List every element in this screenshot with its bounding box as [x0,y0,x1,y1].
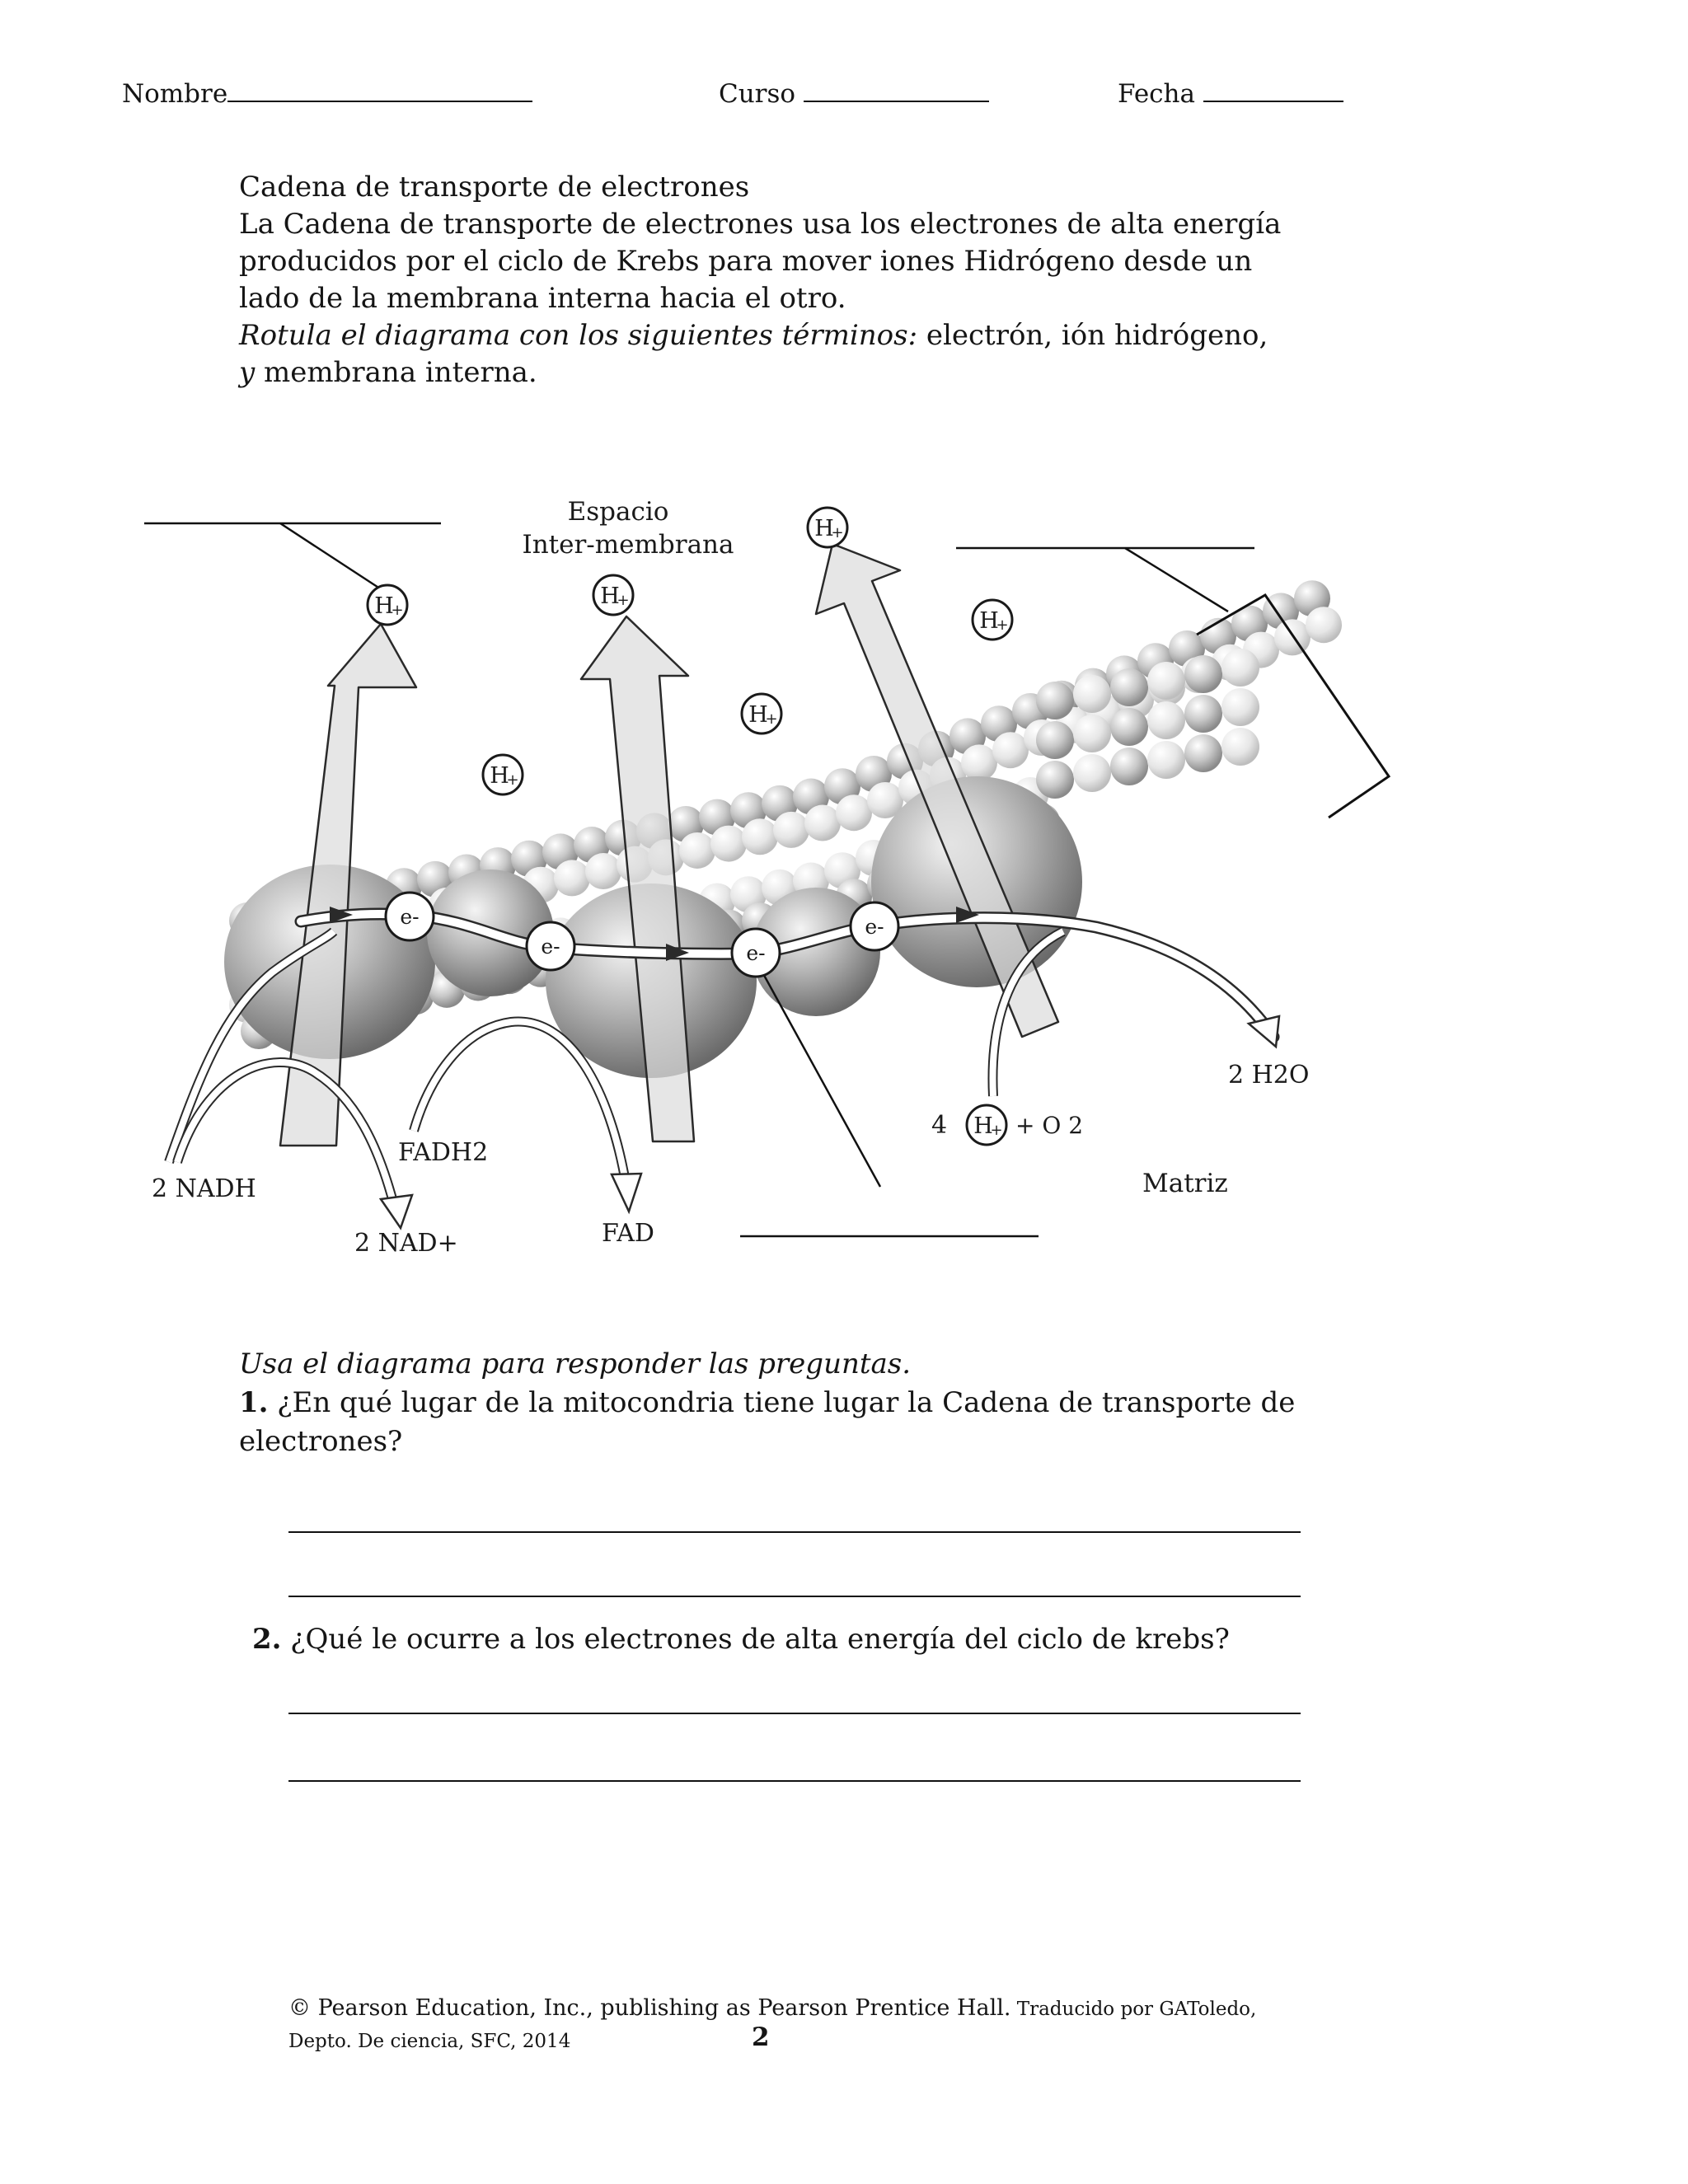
hydrogen-ion-left-low [483,755,523,794]
svg-text:+: + [996,616,1009,634]
date-label: Fecha [1118,79,1195,109]
hydrogen-ion-right [973,600,1012,640]
question-1-number: 1. [239,1386,269,1419]
lipid-head [1274,619,1311,655]
leader-line-top-left [280,523,387,593]
svg-text:+: + [990,1122,1003,1139]
lipid-head [1036,682,1074,719]
svg-text:+: + [391,602,404,619]
nadh-label: 2 NADH [152,1174,256,1203]
lipid-head [1147,741,1185,779]
course-blank[interactable] [804,76,989,102]
svg-text:e-: e- [746,941,766,965]
lipid-head [1221,728,1259,766]
fad-label: FAD [602,1219,654,1248]
question-1-text: ¿En qué lugar de la mitocondria tiene lugar la Cadena de transporte de [268,1386,1296,1419]
translator-text: Traducido por GAToledo, [1010,1999,1257,2020]
question-1-line-1 [239,1384,1311,1422]
hydrogen-ion-top-left [368,585,407,625]
questions-lead-text: Usa el diagrama para responder las preguntas. [239,1347,912,1380]
svg-text:H: H [748,702,768,728]
lipid-head [679,832,715,869]
lipid-head [1147,701,1185,739]
lipid-head [1073,754,1111,792]
question-2-number: 2. [252,1623,282,1656]
lipid-head [1306,607,1342,643]
electron-3 [732,929,780,977]
instruction-line-1 [239,317,1281,354]
svg-text:+: + [831,524,844,541]
copyright-text: © Pearson Education, Inc., publishing as Pearson Prentice Hall. [288,1995,1011,2021]
svg-text:e-: e- [541,935,560,958]
lipid-head [1036,721,1074,759]
svg-text:e-: e- [400,905,420,929]
instruction-italic: Rotula el diagrama con los siguientes términos: [239,319,918,352]
questions-section [239,1345,1311,1461]
name-field[interactable] [122,76,532,109]
intermembrane-label-2: Inter-membrana [522,530,734,560]
lipid-head [804,805,841,841]
svg-text:H: H [973,1113,993,1139]
lipid-head [992,732,1029,768]
question-2 [252,1620,1230,1659]
lipid-head [1221,649,1259,687]
instruction-end: membrana interna. [255,356,537,389]
reaction-coefficient: 4 [931,1111,948,1140]
lipid-head [710,826,747,862]
footer [288,1993,1256,2057]
water-label: 2 H2O [1228,1061,1310,1090]
lipid-head [742,818,778,855]
hydrogen-ion-middle [742,694,781,733]
intro-section [239,169,1281,391]
lipid-head [1110,708,1148,746]
fadh2-label: FADH2 [398,1138,489,1167]
footer-line-2 [288,2025,1256,2057]
intro-line-1: La Cadena de transporte de electrones usa los electrones de alta energía [239,208,1282,241]
department-text: Depto. De ciencia, SFC, 2014 [288,2031,571,2052]
intro-line-2: producidos por el ciclo de Krebs para mover iones Hidrógeno desde un [239,245,1253,278]
lipid-head [1147,662,1185,700]
lipid-head [1036,761,1074,799]
fad-arrowhead [612,1174,641,1212]
lipid-head [1221,688,1259,726]
matrix-label: Matriz [1142,1169,1228,1198]
questions-lead [239,1345,1311,1384]
svg-text:e-: e- [865,915,884,939]
lipid-head [961,744,997,780]
nad-label: 2 NAD+ [354,1229,458,1258]
lipid-head [1073,715,1111,752]
svg-text:H: H [979,608,999,634]
nad-arrowhead [381,1195,412,1228]
intermembrane-label-1: Espacio [567,497,669,527]
lipid-head [1073,675,1111,713]
lipid-head [1110,748,1148,785]
lipid-head [1184,695,1222,733]
answer-line-1b[interactable] [288,1596,1301,1597]
instruction-y: y [239,356,256,389]
worksheet-title: Cadena de transporte de electrones [239,171,750,204]
lipid-head [554,860,590,896]
course-label: Curso [719,79,796,109]
svg-text:H: H [814,516,834,541]
instruction-terms: electrón, ión hidrógeno, [917,319,1268,352]
intro-line-3: lado de la membrana interna hacia el otro. [239,282,846,315]
svg-text:+: + [765,710,778,728]
svg-text:+: + [506,771,519,789]
question-2-text: ¿Qué le ocurre a los electrones de alta energía del ciclo de krebs? [281,1623,1230,1656]
svg-text:H: H [374,593,394,619]
svg-text:H: H [600,583,620,609]
answer-line-2b[interactable] [288,1780,1301,1782]
lipid-head [1184,734,1222,772]
electron-transport-diagram [0,462,1688,1269]
electron-1 [386,893,434,940]
name-blank[interactable] [227,76,532,102]
hydrogen-ion-center-top [593,575,633,615]
course-field[interactable] [719,76,989,109]
footer-line-1 [288,1993,1256,2025]
date-blank[interactable] [1203,76,1343,102]
question-1-line-2: electrones? [239,1425,403,1458]
lipid-head [836,794,872,831]
page-number: 2 [752,2022,770,2052]
reaction-oxygen: + O 2 [1015,1112,1084,1139]
electron-2 [527,922,574,970]
hydrogen-ion-matrix [967,1105,1006,1145]
name-label: Nombre [122,79,228,109]
lipid-head [773,812,809,848]
answer-line-2a[interactable] [288,1713,1301,1714]
svg-text:H: H [490,763,509,789]
lipid-head [1184,655,1222,693]
answer-line-1a[interactable] [288,1531,1301,1533]
hydrogen-ion-right-top [808,508,847,547]
date-field[interactable] [1118,76,1343,109]
svg-text:+: + [617,592,630,609]
lipid-head [1110,668,1148,706]
lipid-head [585,853,621,889]
leader-line-top-right [1125,548,1228,612]
electron-4 [851,902,898,950]
instruction-line-2 [239,354,1281,391]
